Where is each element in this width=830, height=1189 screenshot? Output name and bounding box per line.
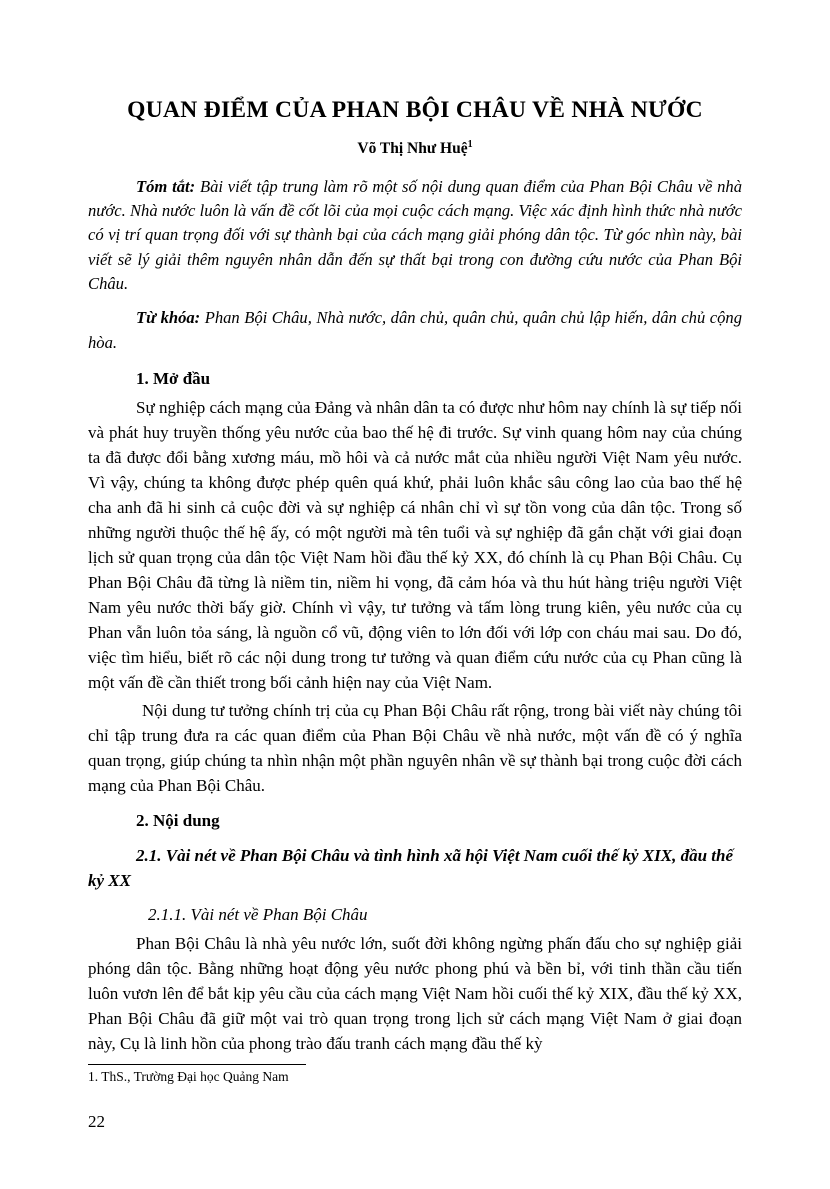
abstract-label: Tóm tắt:: [136, 176, 196, 196]
keywords-text: Phan Bội Châu, Nhà nước, dân chủ, quân chủ, quân chủ lập hiến, dân chủ cộng hòa.: [88, 308, 742, 352]
page-number: 22: [88, 1112, 105, 1131]
abstract-text: Bài viết tập trung làm rõ một số nội dung quan điểm của Phan Bội Châu về nhà nước. Nhà nước luôn là vấn đề cốt lõi của mọi cuộc cách mạng. Việc xác định hình thức nhà nước có vị trí quan trọng đối với sự thành bại của cách mạng giải phóng dân tộc. Từ góc nhìn này, bài viết sẽ lý giải thêm nguyên nhân dẫn đến sự thất bại trong con đường cứu nước của Phan Bội Châu.: [88, 176, 742, 294]
author-name: Võ Thị Như Huệ: [357, 140, 468, 158]
section-heading-noi-dung: 2. Nội dung: [136, 811, 220, 830]
abstract-paragraph: [88, 175, 742, 297]
keywords-label: Từ khóa:: [136, 308, 201, 328]
page-title: QUAN ĐIỂM CỦA PHAN BỘI CHÂU VỀ NHÀ NƯỚC: [127, 97, 703, 123]
footnote-separator: [88, 1064, 306, 1065]
paragraph-mo-dau-2: Nội dung tư tưởng chính trị của cụ Phan Bội Châu rất rộng, trong bài viết này chúng tôi chỉ tập trung đưa ra các quan điểm của Phan Bội Châu về nhà nước, một vấn đề có ý nghĩa quan trọng, giúp chúng ta nhìn nhận một phần nguyên nhân về sự thành bại trong cuộc đời cách mạng của Phan Bội Châu.: [88, 701, 742, 796]
keywords-paragraph: [88, 306, 742, 355]
section-heading-2-1-text: 2.1. Vài nét về Phan Bội Châu và tình hình xã hội Việt Nam cuối thế kỷ XIX, đầu thế kỷ XX: [88, 845, 734, 890]
paragraph-2-1-1-1: Phan Bội Châu là nhà yêu nước lớn, suốt đời không ngừng phấn đấu cho sự nghiệp giải phóng dân tộc. Bằng những hoạt động yêu nước phong phú và bền bỉ, với tinh thần cầu tiến luôn vươn lên để bắt kịp yêu cầu của cách mạng Việt Nam hồi cuối thế kỷ XIX, đầu thế kỷ XX, Phan Bội Châu đã giữ một vai trò quan trọng trong lịch sử cách mạng Việt Nam ở giai đoạn này, Cụ là linh hồn của phong trào đấu tranh cách mạng đầu thế kỳ: [88, 934, 742, 1054]
author-line: [88, 139, 742, 158]
section-heading-2-1-1: 2.1.1. Vài nét về Phan Bội Châu: [148, 905, 368, 925]
paragraph-mo-dau-1: Sự nghiệp cách mạng của Đảng và nhân dân ta có được như hôm nay chính là sự tiếp nối và phát huy truyền thống yêu nước của bao thế hệ đi trước. Sự vinh quang hôm nay của chúng ta đã được đổi bằng xương máu, mồ hôi và cả nước mắt của nhiều người Việt Nam yêu nước. Vì vậy, chúng ta không được phép quên quá khứ, phải luôn khắc sâu công lao của bao thế hệ cha anh đã hi sinh cả cuộc đời và sự nghiệp cá nhân chỉ vì sự tồn vong của dân tộc. Trong số những người thuộc thế hệ ấy, có một người mà tên tuổi và sự nghiệp đã gắn chặt với giai đoạn lịch sử quan trọng của dân tộc Việt Nam hồi đầu thế kỷ XX, đó chính là cụ Phan Bội Châu. Cụ Phan Bội Châu đã từng là niềm tin, niềm hi vọng, đã cảm hóa và thu hút hàng triệu người Việt Nam yêu nước thời bấy giờ. Chính vì vậy, tư tưởng và tấm lòng trung kiên, yêu nước của cụ Phan vẫn luôn tỏa sáng, là nguồn cổ vũ, động viên to lớn đối với lớp con cháu mai sau. Do đó, việc tìm hiểu, biết rõ các nội dung trong tư tưởng và quan điểm cứu nước của cụ Phan cũng là một vấn đề cần thiết trong bối cảnh hiện nay của Việt Nam.: [88, 398, 742, 693]
section-heading-mo-dau: 1. Mở đầu: [136, 369, 211, 389]
footnote-text: 1. ThS., Trường Đại học Quảng Nam: [88, 1069, 289, 1084]
author-footnote-marker: 1: [467, 139, 473, 151]
section-heading-2-1: [88, 844, 742, 893]
page-content: [88, 96, 742, 1060]
